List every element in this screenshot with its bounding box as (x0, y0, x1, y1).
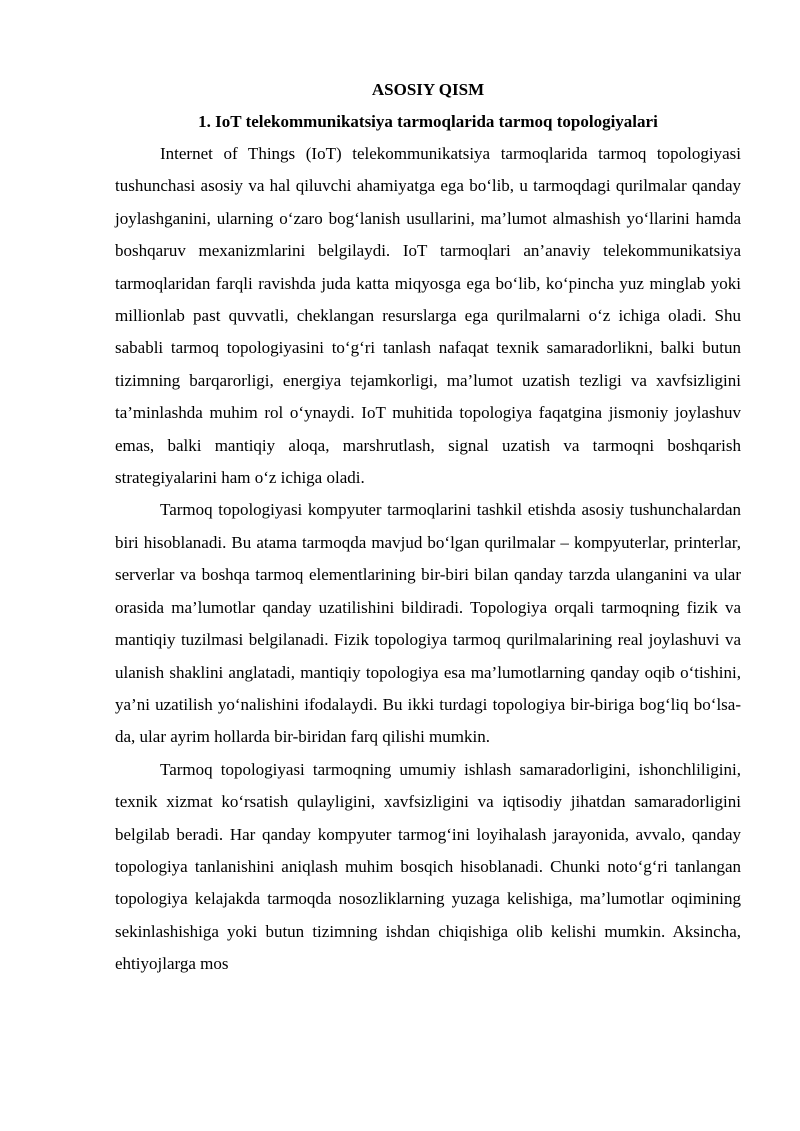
section-title: 1. IoT telekommunikatsiya tarmoqlarida tarmoq topologiyalari (198, 112, 658, 131)
paragraph-2: Tarmoq topologiyasi kompyuter tarmoqlarini tashkil etishda asosiy tushunchalardan biri hisoblanadi. Bu atama tarmoqda mavjud bo‘lgan qurilmalar – kompyuterlar, printerlar, serverlar va boshqa tarmoq elementlarining bir-biri bilan qanday tarzda ulanganini va ular orasida ma’lumotlar qanday uzatilishini bildiradi. Topologiya orqali tarmoqning fizik va mantiqiy tuzilmasi belgilanadi. Fizik topologiya tarmoq qurilmalarining real joylashuvi va ulanish shaklini anglatadi, mantiqiy topologiya esa ma’lumotlarning qanday oqib o‘tishini, ya’ni uzatilish yo‘nalishini ifodalaydi. Bu ikki turdagi topologiya bir-biriga bog‘liq bo‘lsa-da, ular ayrim hollarda bir-biridan farq qilishi mumkin. (115, 500, 741, 747)
page-heading: ASOSIY QISM (371, 80, 485, 99)
paragraph-3: Tarmoq topologiyasi tarmoqning umumiy ishlash samaradorligini, ishonchliligini, texnik xizmat ko‘rsatish qulayligini, xavfsizligini va iqtisodiy jihatdan samaradorligini belgilab beradi. Har qanday kompyuter tarmog‘ini loyihalash jarayonida, avvalo, qanday topologiya tanlanishini aniqlash muhim bosqich hisoblanadi. Chunki noto‘g‘ri tanlangan topologiya kelajakda tarmoqda nosozliklarning yuzaga kelishiga, ma’lumotlar oqimining sekinlashishiga yoki butun tizimning ishdan chiqishiga olib kelishi mumkin. Aksincha, ehtiyojlarga mos (115, 759, 741, 974)
paragraph-1: Internet of Things (IoT) telekommunikatsiya tarmoqlarida tarmoq topologiyasi tushunchasi asosiy va hal qiluvchi ahamiyatga ega bo‘lib, u tarmoqdagi qurilmalar qanday joylashganini, ularning o‘zaro bog‘lanish usullarini, ma’lumot almashish yo‘llarini hamda boshqaruv mexanizmlarini belgilaydi. IoT tarmoqlari an’anaviy telekommunikatsiya tarmoqlaridan farqli ravishda juda katta miqyosga ega bo‘lib, ko‘pincha yuz minglab yoki millionlab past quvvatli, cheklangan resurslarga ega qurilmalarni o‘z ichiga oladi. Shu sababli tarmoq topologiyasini to‘g‘ri tanlash nafaqat texnik samaradorlikni, balki butun tizimning barqarorligi, energiya tejamkorligi, ma’lumot uzatish tezligi va xavfsizligini ta’minlashda muhim rol o‘ynaydi. IoT muhitida topologiya faqatgina jismoniy joylashuv emas, balki mantiqiy aloqa, marshrutlash, signal uzatish va tarmoqni boshqarish strategiyalarini ham o‘z ichiga oladi. (115, 144, 741, 488)
document-page (115, 74, 741, 981)
